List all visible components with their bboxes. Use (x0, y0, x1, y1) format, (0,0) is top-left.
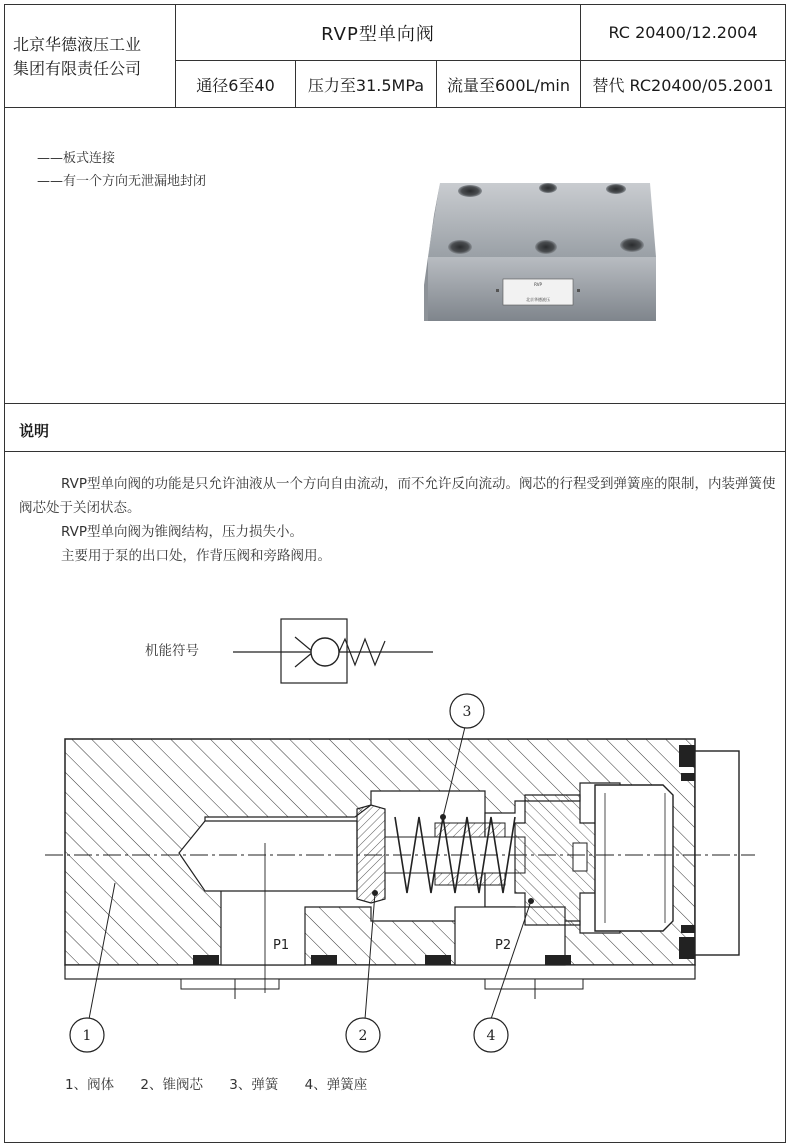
nameplate-small-text: RVP (534, 282, 542, 287)
svg-text:2: 2 (358, 1028, 368, 1044)
header-table (5, 5, 785, 108)
port-p2-label: P2 (495, 938, 512, 953)
svg-text:4: 4 (486, 1028, 496, 1044)
description-paragraph: 主要用于泵的出口处，作背压阀和旁路阀用。 (61, 548, 331, 564)
port-p1-label: P1 (273, 938, 290, 953)
document-code: RC 20400/12.2004 (581, 5, 785, 61)
datasheet (4, 4, 786, 1143)
symbol-label: 机能符号 (145, 643, 199, 659)
nameplate-label: 北京华德液压 (526, 297, 550, 302)
legend-item: 1、阀体 (65, 1077, 115, 1093)
feature-item: ——有一个方向无泄漏地封闭 (37, 174, 207, 189)
svg-text:3: 3 (462, 704, 472, 720)
legend-item: 4、弹簧座 (304, 1077, 368, 1093)
feature-list (37, 147, 206, 193)
end-plug (595, 785, 673, 931)
spec-size: 通径6至40 (176, 61, 296, 108)
seal-ring (311, 955, 337, 965)
description-paragraph: RVP型单向阀的功能是只允许油液从一个方向自由流动，而不允许反向流动。阀芯的行程受到弹簧座的限制，内装弹簧使阀芯处于关闭状态。 (19, 476, 776, 516)
seal-ring (545, 955, 571, 965)
description-paragraph: RVP型单向阀为锥阀结构，压力损失小。 (61, 524, 304, 540)
cross-section-drawing (45, 693, 755, 1063)
seal-ring (193, 955, 219, 965)
feature-item: ——板式连接 (37, 151, 116, 166)
legend-item: 3、弹簧 (229, 1077, 279, 1093)
legend-item: 2、锥阀芯 (140, 1077, 203, 1093)
check-valve-symbol (233, 617, 433, 687)
section-title: 说明 (19, 422, 50, 440)
section-divider (5, 403, 785, 404)
poppet-cone (357, 805, 385, 903)
section-divider (5, 451, 785, 452)
spec-pressure: 压力至31.5MPa (296, 61, 437, 108)
product-title: RVP型单向阀 (176, 5, 581, 61)
product-photo (418, 175, 658, 325)
end-cap (695, 751, 739, 955)
base-plate (65, 965, 695, 979)
seal-ring (425, 955, 451, 965)
description (19, 472, 779, 568)
poppet-body (179, 821, 357, 891)
company-line-2: 集团有限责任公司 (13, 58, 142, 78)
parts-legend (65, 1073, 389, 1093)
spec-flow: 流量至600L/min (437, 61, 581, 108)
company-name (5, 5, 176, 108)
spec-replaces: 替代 RC20400/05.2001 (592, 76, 774, 95)
svg-text:1: 1 (82, 1028, 92, 1044)
company-line-1: 北京华德液压工业 (13, 34, 142, 54)
